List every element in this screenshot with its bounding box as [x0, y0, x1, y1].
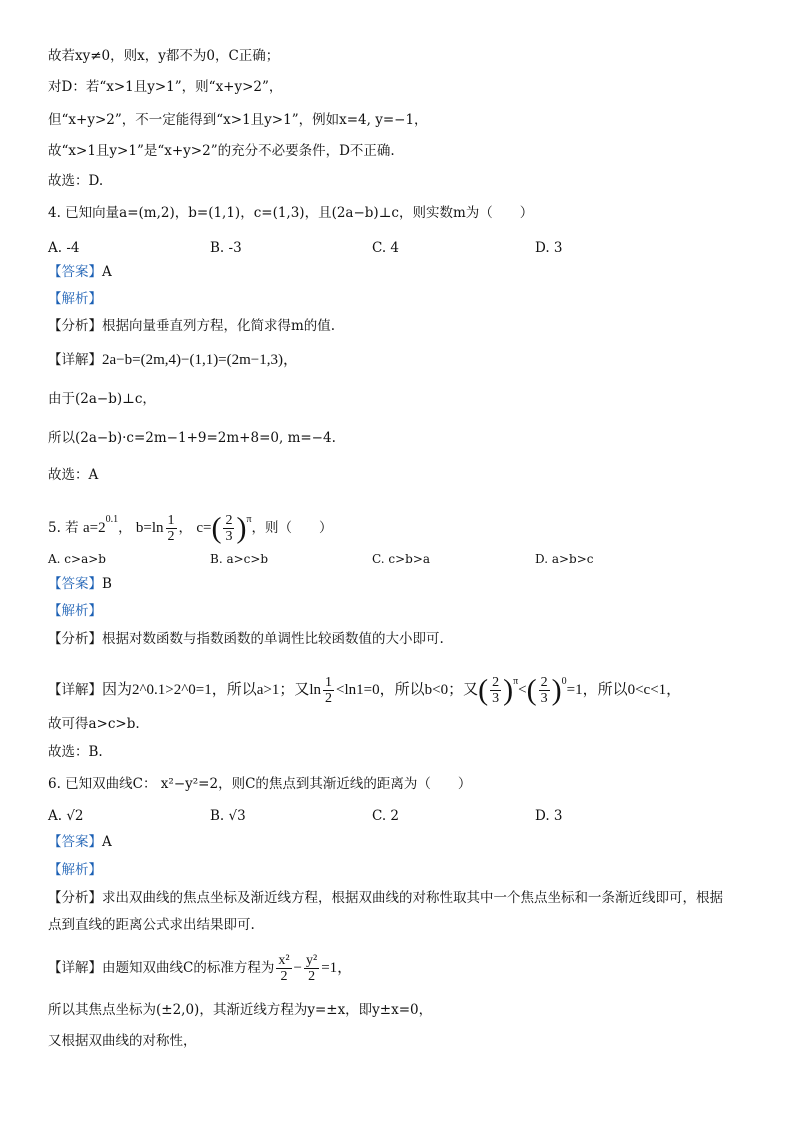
answer-value: A [102, 264, 112, 280]
detail-part-1: 因为2^0.1>2^0=1，所以a>1；又 [102, 682, 310, 698]
answer-value: B [102, 576, 112, 592]
analysis-tag: 【解析】 [48, 291, 102, 307]
text-line: 点到直线的距离公式求出结果即可. [48, 917, 255, 933]
fenxi-line [48, 888, 754, 908]
fenxi-text: 根据对数函数与指数函数的单调性比较函数值的大小即可. [102, 631, 444, 647]
text-line: 所以(2a−b)·c=2m−1+9=2m+8=0, m=−4. [48, 430, 336, 446]
option-c: C. 4 [372, 240, 400, 256]
detail-tag: 【详解】 [48, 960, 102, 976]
q5-c: c= [196, 520, 212, 536]
option-d: D. 3 [535, 808, 563, 824]
text-line: 对D：若“x>1且y>1”，则“x+y>2”， [48, 79, 283, 95]
detail-part-2: <ln1=0，所以b<0；又 [336, 682, 479, 698]
fenxi-text: 求出双曲线的焦点坐标及渐近线方程，根据双曲线的对称性取其中一个焦点坐标和一条渐近线即可，根据 [102, 890, 723, 906]
option-d: D. a>b>c [535, 552, 594, 566]
detail-text: 由题知双曲线C的标准方程为 [102, 960, 275, 976]
detail-tag: 【详解】 [48, 352, 102, 368]
question-5-options [48, 549, 754, 569]
question-6-options [48, 806, 754, 826]
fraction-x2-2: $\frac{\text{x²}}{2}$ [278, 953, 290, 984]
fenxi-line [48, 316, 754, 336]
text-line: 又根据双曲线的对称性， [48, 1033, 197, 1049]
text-line: 故选：A [48, 467, 99, 483]
text-line: 故可得a>c>b. [48, 716, 140, 732]
detail-part-3: =1，所以0<c<1， [566, 682, 682, 698]
detail-text: 2a−b=(2m,4)−(1,1)=(2m−1,3)， [102, 352, 299, 368]
text-line: 所以其焦点坐标为(±2,0)，其渐近线方程为y=±x，即y±x=0， [48, 1002, 433, 1018]
fraction-y2-2: $\frac{\text{y²}}{2}$ [306, 953, 318, 984]
question-6-stem: 6. 已知双曲线C： x²−y²=2，则C的焦点到其渐近线的距离为（ ） [48, 776, 472, 792]
question-5-stem: 5. 若 $a=2^{0.1}$， b=ln $\frac{1}{2}$ ， c=( $\frac{2}{3}$ )$^\pi$，则（ ） [48, 511, 333, 545]
answer-tag: 【答案】 [48, 264, 102, 280]
detail-line [48, 350, 754, 370]
q5-a-exp: 0.1 [105, 514, 119, 525]
answer-line [48, 262, 754, 282]
fenxi-text: 根据向量垂直列方程，化简求得m的值. [102, 318, 336, 334]
analysis-tag: 【解析】 [48, 603, 102, 619]
option-c: C. c>b>a [372, 552, 431, 566]
detail-tag: 【详解】 [48, 682, 102, 698]
text-line: 故若xy≠0，则x，y都不为0，C正确； [48, 48, 280, 64]
question-4-options [48, 238, 754, 258]
answer-line [48, 574, 754, 594]
option-a: A. c>a>b [48, 552, 106, 566]
text-line: 故选：D. [48, 173, 104, 189]
question-4-stem: 4. 已知向量a=(m,2)，b=(1,1)，c=(1,3)，且(2a−b)⊥c，则实数m为（ ） [48, 205, 534, 221]
fraction-1-2: $\frac{1}{2}$ [167, 513, 175, 544]
fenxi-tag: 【分析】 [48, 318, 102, 334]
fraction-2-3: $\frac{2}{3}$ [225, 513, 233, 544]
q5-number: 5. 若 [48, 520, 79, 536]
text-line: 故选：B. [48, 744, 103, 760]
fenxi-tag: 【分析】 [48, 890, 102, 906]
option-b: B. √3 [210, 808, 246, 824]
answer-value: A [102, 834, 112, 850]
fenxi-tag: 【分析】 [48, 631, 102, 647]
answer-line [48, 832, 754, 852]
analysis-tag: 【解析】 [48, 862, 102, 878]
q5-a: a=2 [82, 520, 106, 536]
detail-line: 【详解】因为2^0.1>2^0=1，所以a>1；又ln $\frac{1}{2}$ <ln1=0，所以b<0；又( $\frac{2}{3}$ )$^\pi$<( $\frac{2}{3}$ )$^0$=1，所以0<c<1， [48, 673, 682, 707]
option-b: B. -3 [210, 240, 242, 256]
option-a: A. √2 [48, 808, 84, 824]
text-line: 但“x+y>2”，不一定能得到“x>1且y>1”，例如x=4, y=−1， [48, 112, 428, 128]
option-d: D. 3 [535, 240, 563, 256]
fenxi-line [48, 629, 754, 649]
text-line: 故“x>1且y>1”是“x+y>2”的充分不必要条件，D不正确. [48, 143, 395, 159]
answer-tag: 【答案】 [48, 576, 102, 592]
option-a: A. -4 [48, 240, 80, 256]
q5-stem-end: ，则（ ） [251, 520, 333, 536]
answer-tag: 【答案】 [48, 834, 102, 850]
option-c: C. 2 [372, 808, 400, 824]
option-b: B. a>c>b [210, 552, 269, 566]
text-line: 由于(2a−b)⊥c， [48, 391, 156, 407]
q5-b: b=ln [135, 520, 164, 536]
detail-line: 【详解】由题知双曲线C的标准方程为 $\frac{\text{x²}}{2}$ − $\frac{\text{y²}}{2}$ =1， [48, 953, 353, 984]
